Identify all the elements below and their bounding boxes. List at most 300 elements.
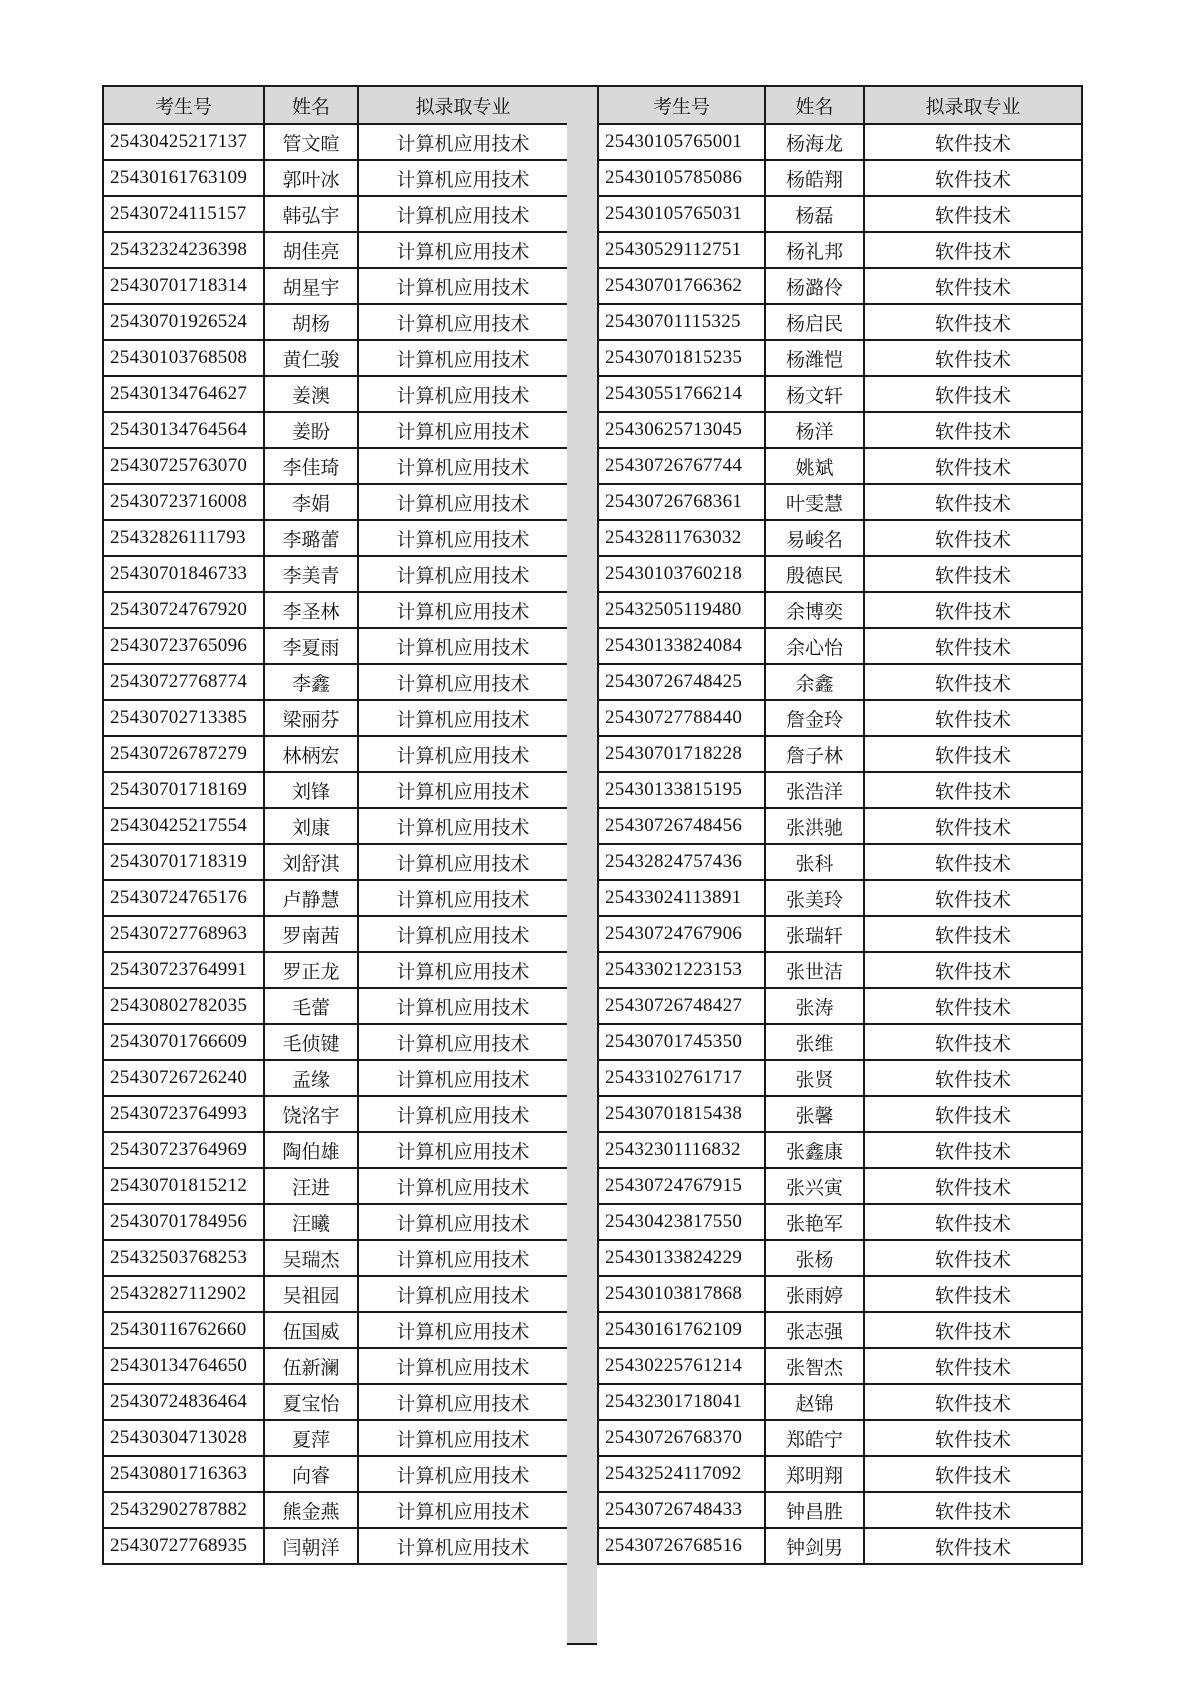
- table-row: [598, 952, 1082, 988]
- exam-id-cell: 25430724836464: [103, 1384, 264, 1420]
- student-name-cell: 伍新澜: [264, 1348, 358, 1384]
- major-cell: 计算机应用技术: [358, 1276, 568, 1312]
- student-name-cell: 赵锦: [765, 1384, 864, 1420]
- exam-id-cell: 25430726767744: [598, 448, 765, 484]
- table-row: [103, 1348, 568, 1384]
- exam-id-cell: 25430727768935: [103, 1528, 264, 1564]
- exam-id-cell: 25430726787279: [103, 736, 264, 772]
- exam-id-cell: 25430727788440: [598, 700, 765, 736]
- table-row: [103, 736, 568, 772]
- admission-table-right: [597, 85, 1083, 1565]
- student-name-cell: 杨潞伶: [765, 268, 864, 304]
- exam-id-cell: 25430304713028: [103, 1420, 264, 1456]
- table-row: [598, 1492, 1082, 1528]
- exam-id-cell: 25430724765176: [103, 880, 264, 916]
- table-row: [103, 520, 568, 556]
- table-row: [598, 196, 1082, 232]
- table-row: [598, 1132, 1082, 1168]
- table-row: [598, 1384, 1082, 1420]
- student-name-cell: 张科: [765, 844, 864, 880]
- student-name-cell: 张瑞轩: [765, 916, 864, 952]
- major-cell: 软件技术: [864, 808, 1082, 844]
- exam-id-cell: 25430723716008: [103, 484, 264, 520]
- student-name-cell: 张艳军: [765, 1204, 864, 1240]
- major-cell: 软件技术: [864, 988, 1082, 1024]
- exam-id-cell: 25430116762660: [103, 1312, 264, 1348]
- table-row: [598, 808, 1082, 844]
- exam-id-cell: 25430103817868: [598, 1276, 765, 1312]
- exam-id-cell: 25430701815438: [598, 1096, 765, 1132]
- exam-id-cell: 25430802782035: [103, 988, 264, 1024]
- exam-id-cell: 25430701718314: [103, 268, 264, 304]
- major-cell: 计算机应用技术: [358, 124, 568, 160]
- exam-id-cell: 25430425217554: [103, 808, 264, 844]
- major-cell: 计算机应用技术: [358, 772, 568, 808]
- major-cell: 软件技术: [864, 628, 1082, 664]
- student-name-cell: 李娟: [264, 484, 358, 520]
- table-row: [598, 844, 1082, 880]
- table-row: [103, 124, 568, 160]
- major-cell: 计算机应用技术: [358, 1204, 568, 1240]
- major-cell: 软件技术: [864, 268, 1082, 304]
- exam-id-cell: 25430423817550: [598, 1204, 765, 1240]
- table-row: [103, 340, 568, 376]
- major-cell: 软件技术: [864, 700, 1082, 736]
- major-cell: 软件技术: [864, 1384, 1082, 1420]
- exam-id-cell: 25430225761214: [598, 1348, 765, 1384]
- student-name-cell: 管文暄: [264, 124, 358, 160]
- exam-id-cell: 25430103760218: [598, 556, 765, 592]
- major-cell: 软件技术: [864, 1348, 1082, 1384]
- major-cell: 软件技术: [864, 376, 1082, 412]
- student-name-cell: 李圣林: [264, 592, 358, 628]
- table-row: [598, 484, 1082, 520]
- student-name-cell: 罗正龙: [264, 952, 358, 988]
- exam-id-cell: 25430727768963: [103, 916, 264, 952]
- table-row: [103, 484, 568, 520]
- exam-id-cell: 25432811763032: [598, 520, 765, 556]
- exam-id-cell: 25430529112751: [598, 232, 765, 268]
- major-cell: 计算机应用技术: [358, 1384, 568, 1420]
- major-cell: 计算机应用技术: [358, 448, 568, 484]
- table-row: [103, 1132, 568, 1168]
- exam-id-cell: 25430134764650: [103, 1348, 264, 1384]
- exam-id-cell: 25430726748425: [598, 664, 765, 700]
- major-cell: 软件技术: [864, 304, 1082, 340]
- table-row: [598, 1240, 1082, 1276]
- major-cell: 软件技术: [864, 196, 1082, 232]
- table-row: [598, 700, 1082, 736]
- major-cell: 计算机应用技术: [358, 628, 568, 664]
- table-row: [103, 1168, 568, 1204]
- table-row: [598, 1348, 1082, 1384]
- major-cell: 计算机应用技术: [358, 1528, 568, 1564]
- student-name-cell: 梁丽芬: [264, 700, 358, 736]
- student-name-cell: 张雨婷: [765, 1276, 864, 1312]
- student-name-cell: 余心怡: [765, 628, 864, 664]
- student-name-cell: 向睿: [264, 1456, 358, 1492]
- student-name-cell: 易峻名: [765, 520, 864, 556]
- table-divider: [567, 85, 597, 1645]
- major-cell: 计算机应用技术: [358, 196, 568, 232]
- table-row: [103, 916, 568, 952]
- student-name-cell: 毛侦键: [264, 1024, 358, 1060]
- table-row: [103, 1312, 568, 1348]
- exam-id-cell: 25430726768516: [598, 1528, 765, 1564]
- student-name-cell: 钟昌胜: [765, 1492, 864, 1528]
- table-row: [103, 556, 568, 592]
- student-name-cell: 张杨: [765, 1240, 864, 1276]
- major-cell: 软件技术: [864, 232, 1082, 268]
- student-name-cell: 李鑫: [264, 664, 358, 700]
- table-row: [598, 988, 1082, 1024]
- student-name-cell: 胡杨: [264, 304, 358, 340]
- exam-id-cell: 25430701815212: [103, 1168, 264, 1204]
- table-row: [598, 448, 1082, 484]
- student-name-cell: 李美青: [264, 556, 358, 592]
- table-row: [598, 1528, 1082, 1564]
- student-name-cell: 汪进: [264, 1168, 358, 1204]
- exam-id-cell: 25430726748433: [598, 1492, 765, 1528]
- exam-id-cell: 25430726768370: [598, 1420, 765, 1456]
- student-name-cell: 张洪驰: [765, 808, 864, 844]
- student-name-cell: 杨洋: [765, 412, 864, 448]
- exam-id-cell: 25430801716363: [103, 1456, 264, 1492]
- table-row: [598, 772, 1082, 808]
- major-cell: 软件技术: [864, 880, 1082, 916]
- exam-id-cell: 25430161762109: [598, 1312, 765, 1348]
- table-row: [598, 304, 1082, 340]
- table-row: [598, 916, 1082, 952]
- student-name-cell: 张美玲: [765, 880, 864, 916]
- table-row: [103, 1492, 568, 1528]
- major-cell: 计算机应用技术: [358, 916, 568, 952]
- student-name-cell: 杨文轩: [765, 376, 864, 412]
- major-cell: 计算机应用技术: [358, 520, 568, 556]
- major-cell: 软件技术: [864, 952, 1082, 988]
- exam-id-cell: 25430105765031: [598, 196, 765, 232]
- major-cell: 计算机应用技术: [358, 880, 568, 916]
- student-name-cell: 杨礼邦: [765, 232, 864, 268]
- student-name-cell: 张涛: [765, 988, 864, 1024]
- major-cell: 计算机应用技术: [358, 700, 568, 736]
- table-row: [598, 1060, 1082, 1096]
- exam-id-cell: 25432324236398: [103, 232, 264, 268]
- major-cell: 计算机应用技术: [358, 844, 568, 880]
- table-row: [598, 880, 1082, 916]
- exam-id-cell: 25430725763070: [103, 448, 264, 484]
- table-row: [598, 376, 1082, 412]
- student-name-cell: 杨磊: [765, 196, 864, 232]
- major-cell: 计算机应用技术: [358, 1060, 568, 1096]
- student-name-cell: 吴祖园: [264, 1276, 358, 1312]
- table-row: [103, 376, 568, 412]
- student-name-cell: 殷德民: [765, 556, 864, 592]
- exam-id-cell: 25430701718169: [103, 772, 264, 808]
- student-name-cell: 吴瑞杰: [264, 1240, 358, 1276]
- exam-id-cell: 25430133824229: [598, 1240, 765, 1276]
- student-name-cell: 熊金燕: [264, 1492, 358, 1528]
- table-row: [103, 1060, 568, 1096]
- student-name-cell: 郑明翔: [765, 1456, 864, 1492]
- table-row: [103, 808, 568, 844]
- table-row: [598, 268, 1082, 304]
- major-cell: 软件技术: [864, 1096, 1082, 1132]
- table-row: [598, 1168, 1082, 1204]
- major-cell: 计算机应用技术: [358, 232, 568, 268]
- table-row: [598, 1456, 1082, 1492]
- student-name-cell: 詹子林: [765, 736, 864, 772]
- exam-id-cell: 25430161763109: [103, 160, 264, 196]
- major-cell: 软件技术: [864, 1312, 1082, 1348]
- major-cell: 软件技术: [864, 1492, 1082, 1528]
- student-name-cell: 姚斌: [765, 448, 864, 484]
- table-row: [103, 412, 568, 448]
- table-row: [103, 304, 568, 340]
- table-row: [598, 160, 1082, 196]
- exam-id-cell: 25432524117092: [598, 1456, 765, 1492]
- exam-id-cell: 25430701766362: [598, 268, 765, 304]
- major-cell: 软件技术: [864, 124, 1082, 160]
- major-cell: 软件技术: [864, 1456, 1082, 1492]
- student-name-cell: 郑皓宁: [765, 1420, 864, 1456]
- major-cell: 软件技术: [864, 592, 1082, 628]
- major-cell: 计算机应用技术: [358, 160, 568, 196]
- table-row: [103, 1204, 568, 1240]
- major-cell: 软件技术: [864, 1168, 1082, 1204]
- table-row: [103, 592, 568, 628]
- major-cell: 软件技术: [864, 1060, 1082, 1096]
- table-row: [103, 1024, 568, 1060]
- major-cell: 计算机应用技术: [358, 1132, 568, 1168]
- table-row: [598, 124, 1082, 160]
- major-cell: 软件技术: [864, 1204, 1082, 1240]
- exam-id-cell: 25432824757436: [598, 844, 765, 880]
- major-cell: 计算机应用技术: [358, 988, 568, 1024]
- major-cell: 计算机应用技术: [358, 952, 568, 988]
- exam-id-cell: 25430701784956: [103, 1204, 264, 1240]
- student-name-cell: 李佳琦: [264, 448, 358, 484]
- exam-id-cell: 25430105785086: [598, 160, 765, 196]
- table-row: [598, 628, 1082, 664]
- major-cell: 软件技术: [864, 664, 1082, 700]
- student-name-cell: 胡佳亮: [264, 232, 358, 268]
- student-name-cell: 伍国威: [264, 1312, 358, 1348]
- major-cell: 软件技术: [864, 484, 1082, 520]
- major-cell: 计算机应用技术: [358, 340, 568, 376]
- major-cell: 计算机应用技术: [358, 268, 568, 304]
- student-name-cell: 余鑫: [765, 664, 864, 700]
- header-exam-id: 考生号: [103, 86, 264, 124]
- table-row: [598, 1204, 1082, 1240]
- header-row: [598, 86, 1082, 124]
- exam-id-cell: 25430701745350: [598, 1024, 765, 1060]
- major-cell: 软件技术: [864, 556, 1082, 592]
- table-row: [103, 628, 568, 664]
- table-row: [103, 844, 568, 880]
- exam-id-cell: 25430133815195: [598, 772, 765, 808]
- major-cell: 计算机应用技术: [358, 592, 568, 628]
- exam-id-cell: 25430551766214: [598, 376, 765, 412]
- admission-table-left: [102, 85, 569, 1565]
- major-cell: 计算机应用技术: [358, 1168, 568, 1204]
- student-name-cell: 罗南茜: [264, 916, 358, 952]
- major-cell: 计算机应用技术: [358, 1096, 568, 1132]
- exam-id-cell: 25430724115157: [103, 196, 264, 232]
- header-name: 姓名: [264, 86, 358, 124]
- major-cell: 计算机应用技术: [358, 1240, 568, 1276]
- major-cell: 计算机应用技术: [358, 412, 568, 448]
- exam-id-cell: 25430726768361: [598, 484, 765, 520]
- exam-id-cell: 25430724767920: [103, 592, 264, 628]
- exam-id-cell: 25433102761717: [598, 1060, 765, 1096]
- student-name-cell: 黄仁骏: [264, 340, 358, 376]
- exam-id-cell: 25430726726240: [103, 1060, 264, 1096]
- student-name-cell: 林柄宏: [264, 736, 358, 772]
- table-row: [103, 1240, 568, 1276]
- student-name-cell: 杨海龙: [765, 124, 864, 160]
- exam-id-cell: 25430727768774: [103, 664, 264, 700]
- table-row: [598, 1096, 1082, 1132]
- major-cell: 计算机应用技术: [358, 556, 568, 592]
- exam-id-cell: 25432503768253: [103, 1240, 264, 1276]
- exam-id-cell: 25430701926524: [103, 304, 264, 340]
- major-cell: 计算机应用技术: [358, 304, 568, 340]
- exam-id-cell: 25430723764991: [103, 952, 264, 988]
- exam-id-cell: 25430726748456: [598, 808, 765, 844]
- major-cell: 计算机应用技术: [358, 484, 568, 520]
- major-cell: 软件技术: [864, 412, 1082, 448]
- student-name-cell: 张志强: [765, 1312, 864, 1348]
- exam-id-cell: 25430425217137: [103, 124, 264, 160]
- major-cell: 软件技术: [864, 844, 1082, 880]
- table-row: [103, 1528, 568, 1564]
- exam-id-cell: 25430103768508: [103, 340, 264, 376]
- major-cell: 软件技术: [864, 520, 1082, 556]
- table-row: [598, 1420, 1082, 1456]
- exam-id-cell: 25430701846733: [103, 556, 264, 592]
- student-name-cell: 郭叶冰: [264, 160, 358, 196]
- student-name-cell: 闫朝洋: [264, 1528, 358, 1564]
- student-name-cell: 夏萍: [264, 1420, 358, 1456]
- table-row: [103, 160, 568, 196]
- major-cell: 软件技术: [864, 772, 1082, 808]
- major-cell: 软件技术: [864, 1240, 1082, 1276]
- exam-id-cell: 25430701766609: [103, 1024, 264, 1060]
- major-cell: 软件技术: [864, 160, 1082, 196]
- exam-id-cell: 25432505119480: [598, 592, 765, 628]
- student-name-cell: 余博奕: [765, 592, 864, 628]
- table-row: [598, 736, 1082, 772]
- exam-id-cell: 25430701115325: [598, 304, 765, 340]
- student-name-cell: 毛蕾: [264, 988, 358, 1024]
- exam-id-cell: 25430701815235: [598, 340, 765, 376]
- table-row: [103, 232, 568, 268]
- major-cell: 计算机应用技术: [358, 1024, 568, 1060]
- exam-id-cell: 25430701718228: [598, 736, 765, 772]
- student-name-cell: 刘舒淇: [264, 844, 358, 880]
- table-row: [598, 664, 1082, 700]
- student-name-cell: 张鑫康: [765, 1132, 864, 1168]
- header-major: 拟录取专业: [864, 86, 1082, 124]
- exam-id-cell: 25430723765096: [103, 628, 264, 664]
- student-name-cell: 韩弘宇: [264, 196, 358, 232]
- major-cell: 软件技术: [864, 916, 1082, 952]
- exam-id-cell: 25430105765001: [598, 124, 765, 160]
- major-cell: 软件技术: [864, 736, 1082, 772]
- student-name-cell: 张世洁: [765, 952, 864, 988]
- exam-id-cell: 25430702713385: [103, 700, 264, 736]
- exam-id-cell: 25432301718041: [598, 1384, 765, 1420]
- student-name-cell: 张贤: [765, 1060, 864, 1096]
- exam-id-cell: 25430134764564: [103, 412, 264, 448]
- student-name-cell: 张浩洋: [765, 772, 864, 808]
- exam-id-cell: 25432902787882: [103, 1492, 264, 1528]
- exam-id-cell: 25430723764969: [103, 1132, 264, 1168]
- major-cell: 计算机应用技术: [358, 1492, 568, 1528]
- exam-id-cell: 25433024113891: [598, 880, 765, 916]
- student-name-cell: 饶洺宇: [264, 1096, 358, 1132]
- student-name-cell: 张馨: [765, 1096, 864, 1132]
- table-row: [103, 1096, 568, 1132]
- table-row: [598, 232, 1082, 268]
- exam-id-cell: 25432826111793: [103, 520, 264, 556]
- student-name-cell: 孟缘: [264, 1060, 358, 1096]
- exam-id-cell: 25430133824084: [598, 628, 765, 664]
- table-row: [103, 700, 568, 736]
- exam-id-cell: 25430723764993: [103, 1096, 264, 1132]
- major-cell: 计算机应用技术: [358, 376, 568, 412]
- table-row: [598, 520, 1082, 556]
- major-cell: 计算机应用技术: [358, 1312, 568, 1348]
- student-name-cell: 姜盼: [264, 412, 358, 448]
- student-name-cell: 杨启民: [765, 304, 864, 340]
- student-name-cell: 刘康: [264, 808, 358, 844]
- header-row: [103, 86, 568, 124]
- student-name-cell: 胡星宇: [264, 268, 358, 304]
- major-cell: 软件技术: [864, 448, 1082, 484]
- student-name-cell: 张智杰: [765, 1348, 864, 1384]
- table-row: [598, 556, 1082, 592]
- major-cell: 计算机应用技术: [358, 736, 568, 772]
- table-row: [103, 1456, 568, 1492]
- major-cell: 计算机应用技术: [358, 1348, 568, 1384]
- student-name-cell: 夏宝怡: [264, 1384, 358, 1420]
- table-row: [598, 412, 1082, 448]
- table-row: [103, 988, 568, 1024]
- table-row: [598, 1312, 1082, 1348]
- table-row: [103, 880, 568, 916]
- exam-id-cell: 25430134764627: [103, 376, 264, 412]
- table-row: [103, 1420, 568, 1456]
- table-row: [103, 448, 568, 484]
- table-row: [103, 1384, 568, 1420]
- major-cell: 软件技术: [864, 1024, 1082, 1060]
- student-name-cell: 刘锋: [264, 772, 358, 808]
- table-row: [103, 952, 568, 988]
- exam-id-cell: 25432301116832: [598, 1132, 765, 1168]
- student-name-cell: 张维: [765, 1024, 864, 1060]
- student-name-cell: 卢静慧: [264, 880, 358, 916]
- student-name-cell: 杨潍恺: [765, 340, 864, 376]
- student-name-cell: 汪曦: [264, 1204, 358, 1240]
- table-row: [598, 1276, 1082, 1312]
- exam-id-cell: 25430724767906: [598, 916, 765, 952]
- exam-id-cell: 25430724767915: [598, 1168, 765, 1204]
- table-row: [103, 664, 568, 700]
- table-row: [598, 340, 1082, 376]
- student-name-cell: 李璐蕾: [264, 520, 358, 556]
